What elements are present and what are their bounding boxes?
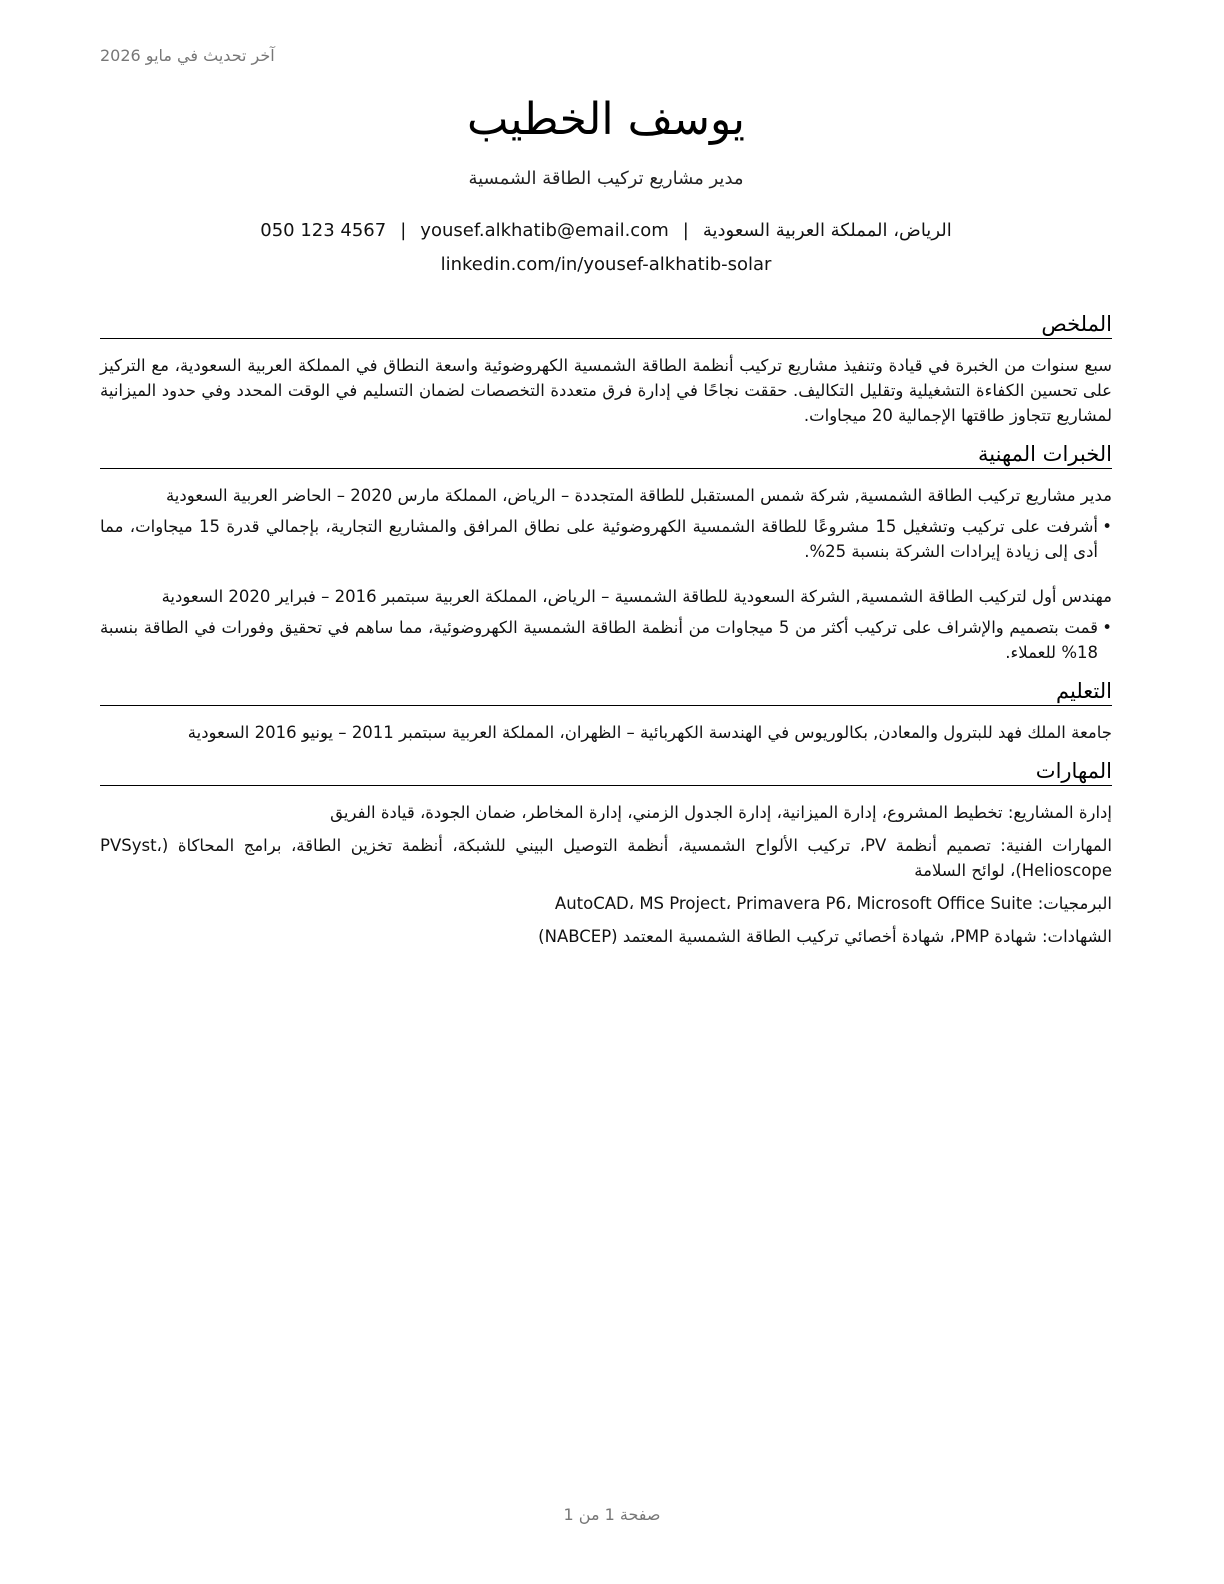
section-heading-experience: الخبرات المهنية <box>100 440 1112 469</box>
job-title-line: مدير مشاريع تركيب الطاقة الشمسية, شركة شمس المستقبل للطاقة المتجددة – الرياض، المملكة مارس 2020 – الحاضر العربية السعودية <box>165 486 1112 505</box>
summary-text: سبع سنوات من الخبرة في قيادة وتنفيذ مشاريع تركيب أنظمة الطاقة الشمسية الكهروضوئية واسعة النطاق في المملكة العربية السعودية، مع التركيز على تحسين الكفاءة التشغيلية وتقليل التكاليف. حققت نجاحًا في إدارة فرق متعددة التخصصات لضمان التسليم في الوقت المحدد وفي حدود الميزانية لمشاريع تتجاوز طاقتها الإجمالية 20 ميجاوات. <box>100 356 1112 425</box>
job-title-line: مهندس أول لتركيب الطاقة الشمسية, الشركة السعودية للطاقة الشمسية – الرياض، المملكة العربية سبتمبر 2016 – فبراير 2020 السعودية <box>161 587 1112 606</box>
skills-section <box>100 757 1112 949</box>
experience-section <box>100 440 1112 665</box>
summary-section <box>100 310 1112 428</box>
job-bullet-text: أشرفت على تركيب وتشغيل 15 مشروعًا للطاقة الشمسية الكهروضوئية على نطاق المرافق والمشاريع التجارية، بإجمالي قدرة 15 ميجاوات، مما أدى إلى زيادة إيرادات الشركة بنسبة 25%. <box>100 517 1098 561</box>
job-bullet <box>100 514 1112 564</box>
linkedin-link[interactable]: linkedin.com/in/yousef-alkhatib-solar <box>440 254 772 275</box>
skill-item: البرمجيات: AutoCAD، MS Project، Primavera P6، Microsoft Office Suite <box>554 894 1112 913</box>
education-section <box>100 677 1112 745</box>
skill-item: المهارات الفنية: تصميم أنظمة PV، تركيب الألواح الشمسية، أنظمة التوصيل البيني للشبكة، أنظمة تخزين الطاقة، برامج المحاكاة (PVSyst، Helioscope)، لوائح السلامة <box>100 836 1113 880</box>
contact-location: الرياض، المملكة العربية السعودية <box>702 220 952 241</box>
job-bullet <box>100 615 1112 665</box>
contact-line <box>100 218 1112 244</box>
contact-phone: 050 123 4567 <box>260 220 387 241</box>
education-line: جامعة الملك فهد للبترول والمعادن, بكالوريوس في الهندسة الكهربائية – الظهران، المملكة العربية سبتمبر 2011 – يونيو 2016 السعودية <box>187 723 1112 742</box>
section-heading-summary: الملخص <box>100 310 1112 339</box>
contact-separator: | <box>400 220 407 241</box>
resume-body <box>100 310 1112 961</box>
skill-item: الشهادات: شهادة PMP، شهادة أخصائي تركيب الطاقة الشمسية المعتمد (NABCEP) <box>538 927 1112 946</box>
job-entry <box>100 483 1112 564</box>
section-heading-education: التعليم <box>100 677 1112 706</box>
job-entry <box>100 584 1112 665</box>
last-updated-note: آخر تحديث في مايو 2026 <box>100 46 275 65</box>
contact-separator: | <box>682 220 689 241</box>
contact-email[interactable]: yousef.alkhatib@email.com <box>420 220 669 241</box>
candidate-name: يوسف الخطيب <box>467 94 745 145</box>
section-heading-skills: المهارات <box>100 757 1112 786</box>
bullet-dot: • <box>1102 517 1112 536</box>
resume-header <box>100 90 1112 278</box>
bullet-dot: • <box>1102 618 1112 637</box>
page-number: صفحة 1 من 1 <box>563 1505 661 1524</box>
candidate-title: مدير مشاريع تركيب الطاقة الشمسية <box>468 168 744 189</box>
skill-item: إدارة المشاريع: تخطيط المشروع، إدارة الميزانية، إدارة الجدول الزمني، إدارة المخاطر، ضمان الجودة، قيادة الفريق <box>330 803 1112 822</box>
job-bullet-text: قمت بتصميم والإشراف على تركيب أكثر من 5 ميجاوات من أنظمة الطاقة الشمسية الكهروضوئية، مما ساهم في تحقيق وفورات في الطاقة بنسبة 18% للعملاء. <box>100 618 1099 662</box>
resume-page <box>100 0 1112 1584</box>
